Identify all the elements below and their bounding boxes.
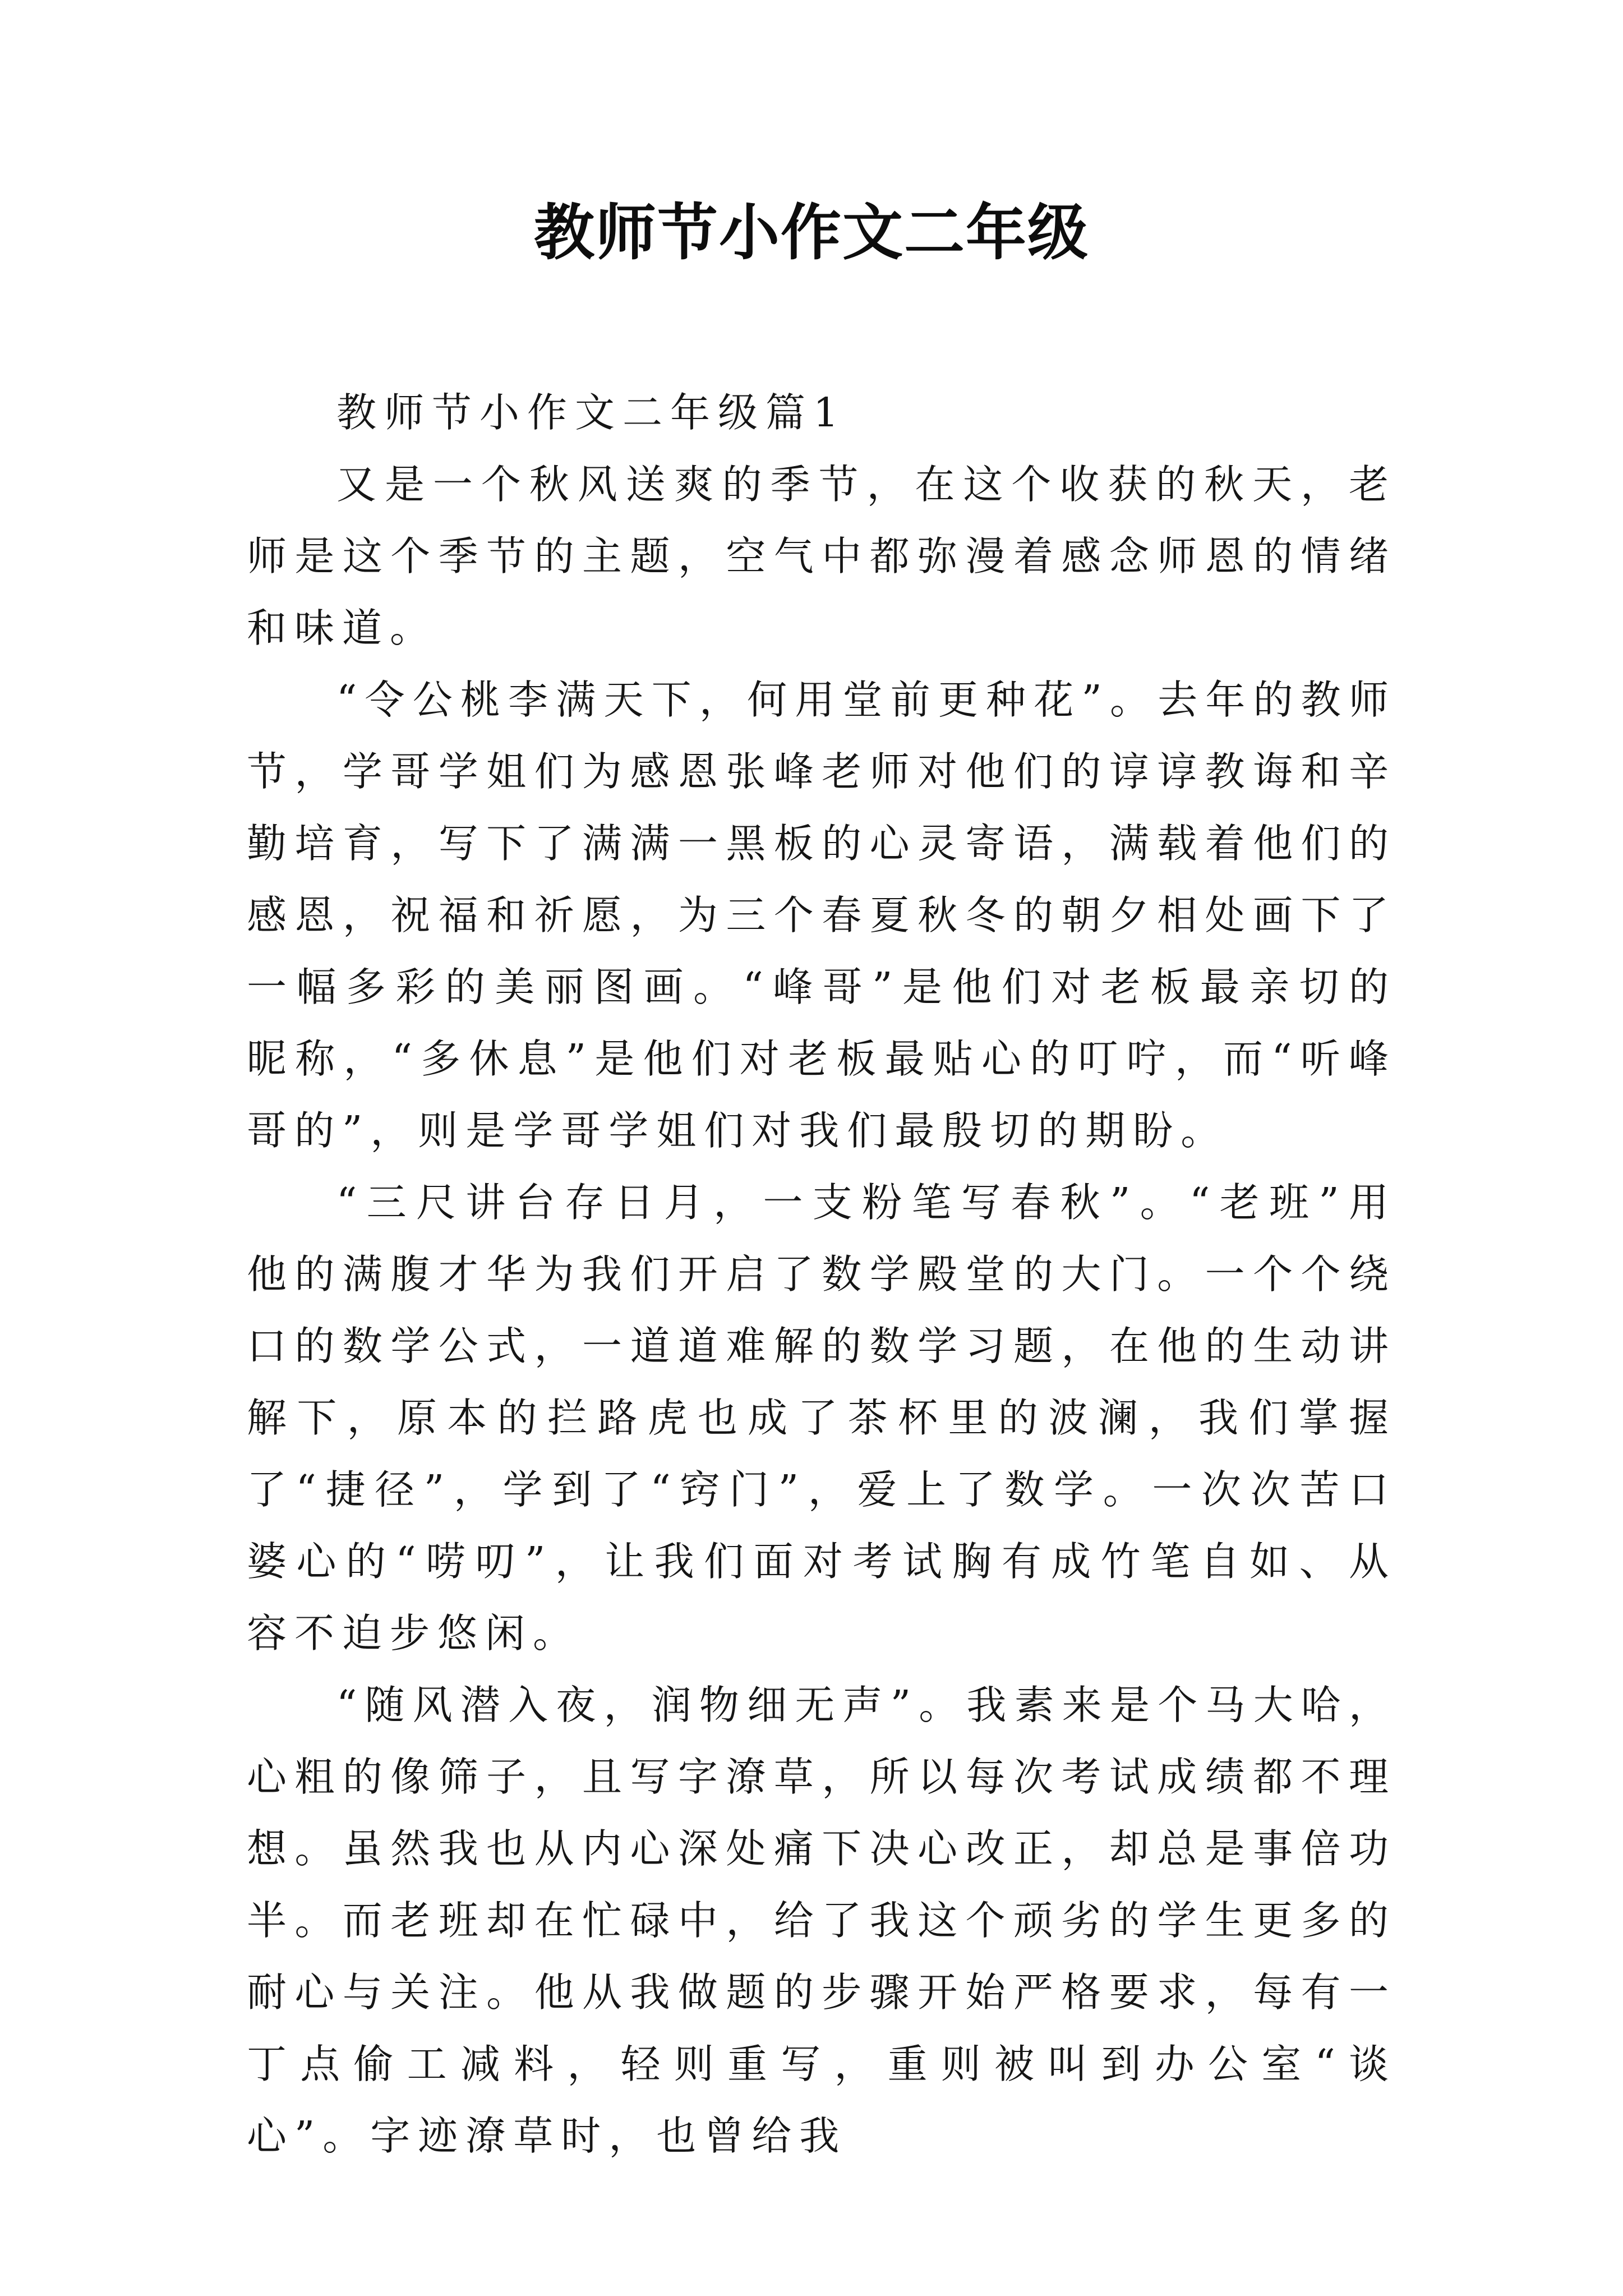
document-title: 教师节小作文二年级 bbox=[533, 197, 1089, 268]
body-paragraph: “随风潜入夜，润物细无声”。我素来是个马大哈，心粗的像筛子，且写字潦草，所以每次考试成绩都不理想。虽然我也从内心深处痛下决心改正，却总是事倍功半。而老班却在忙碌中，给了我这个顽劣的学生更多的耐心与关注。他从我做题的步骤开始严格要求，每有一丁点偷工减料，轻则重写，重则被叫到办公室“谈心”。字迹潦草时，也曾给我 bbox=[247, 1682, 1396, 2159]
document-body bbox=[247, 377, 1396, 2172]
section-heading: 教师节小作文二年级篇1 bbox=[336, 389, 847, 436]
body-paragraph: 又是一个秋风送爽的季节，在这个收获的秋天，老师是这个季节的主题，空气中都弥漫着感念师恩的情绪和味道。 bbox=[247, 461, 1396, 651]
body-paragraph: “令公桃李满天下，何用堂前更种花”。去年的教师节，学哥学姐们为感恩张峰老师对他们的谆谆教诲和辛勤培育，写下了满满一黑板的心灵寄语，满载着他们的感恩，祝福和祈愿，为三个春夏秋冬的朝夕相处画下了一幅多彩的美丽图画。“峰哥”是他们对老板最亲切的昵称，“多休息”是他们对老板最贴心的叮咛，而“听峰哥的”，则是学哥学姐们对我们最殷切的期盼。 bbox=[247, 677, 1396, 1154]
body-paragraph: “三尺讲台存日月，一支粉笔写春秋”。“老班”用他的满腹才华为我们开启了数学殿堂的大门。一个个绕口的数学公式，一道道难解的数学习题，在他的生动讲解下，原本的拦路虎也成了茶杯里的波澜，我们掌握了“捷径”，学到了“窍门”，爱上了数学。一次次苦口婆心的“唠叨”，让我们面对考试胸有成竹笔自如、从容不迫步悠闲。 bbox=[247, 1179, 1396, 1657]
